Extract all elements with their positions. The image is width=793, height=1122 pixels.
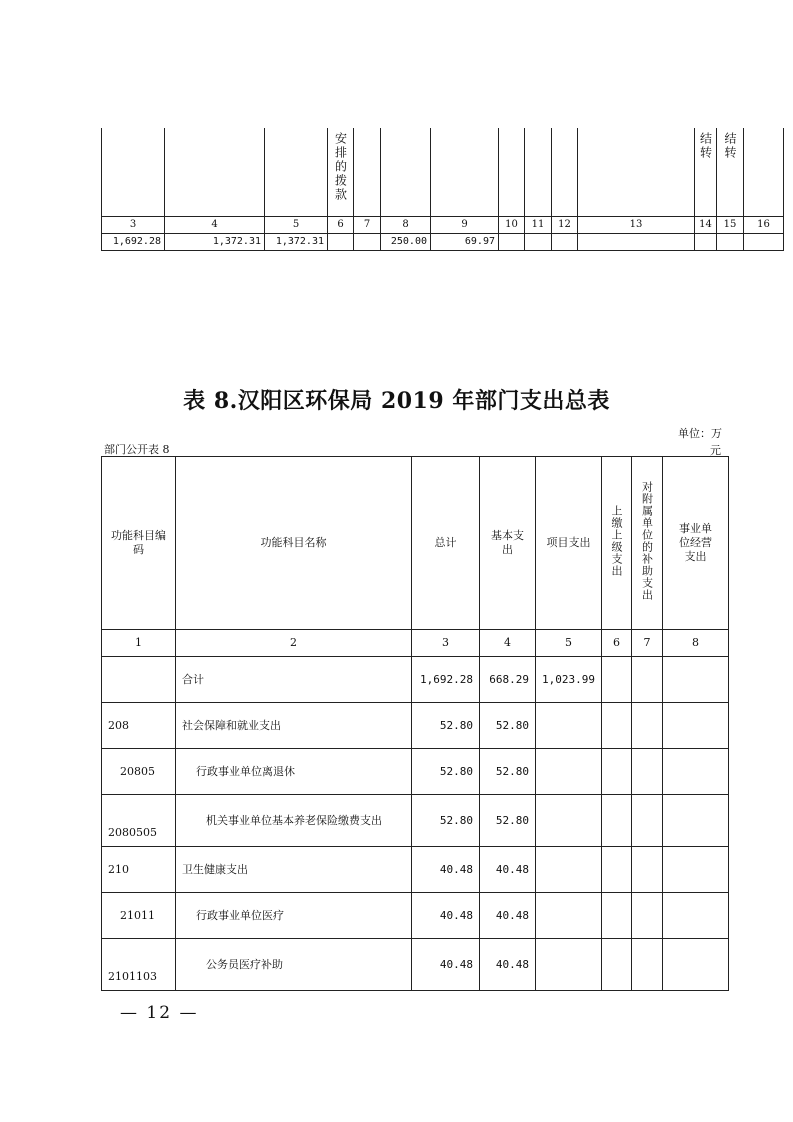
row-subsidy — [632, 939, 663, 991]
col-number: 4 — [480, 630, 536, 657]
row-basic: 40.48 — [480, 939, 536, 991]
col-number: 1 — [102, 630, 176, 657]
row-total: 40.48 — [412, 893, 480, 939]
col-number: 6 — [602, 630, 632, 657]
row-upper-level — [602, 749, 632, 795]
col-number: 7 — [354, 217, 381, 234]
row-project — [536, 893, 602, 939]
value-cell — [578, 234, 695, 251]
row-basic: 40.48 — [480, 893, 536, 939]
row-code: 210 — [102, 847, 176, 893]
row-code: 20805 — [102, 749, 176, 795]
row-upper-level — [602, 795, 632, 847]
column-number-row — [102, 630, 729, 657]
row-project — [536, 749, 602, 795]
header-cell-carryover-2: 结转 — [717, 128, 744, 217]
header-cell — [525, 128, 552, 217]
row-basic: 668.29 — [480, 657, 536, 703]
row-project — [536, 795, 602, 847]
value-cell: 1,372.31 — [265, 234, 328, 251]
header-function-code: 功能科目编码 — [102, 457, 176, 630]
table-row — [102, 939, 729, 991]
col-number: 16 — [744, 217, 784, 234]
header-project: 项目支出 — [536, 457, 602, 630]
row-subsidy — [632, 893, 663, 939]
table-row — [102, 749, 729, 795]
header-cell — [265, 128, 328, 217]
header-operations: 事业单位经营支出 — [663, 457, 729, 630]
col-number: 10 — [499, 217, 525, 234]
row-subsidy — [632, 657, 663, 703]
value-cell: 250.00 — [381, 234, 431, 251]
header-function-name: 功能科目名称 — [176, 457, 412, 630]
header-cell-carryover-1: 结转 — [695, 128, 717, 217]
row-basic: 52.80 — [480, 703, 536, 749]
row-upper-level — [602, 703, 632, 749]
col-number: 8 — [663, 630, 729, 657]
row-name: 机关事业单位基本养老保险缴费支出 — [176, 795, 412, 847]
col-number: 5 — [265, 217, 328, 234]
col-number: 14 — [695, 217, 717, 234]
row-subsidy — [632, 749, 663, 795]
header-cell — [499, 128, 525, 217]
header-cell — [102, 128, 165, 217]
col-number: 12 — [552, 217, 578, 234]
row-basic: 52.80 — [480, 795, 536, 847]
row-total: 40.48 — [412, 847, 480, 893]
page-number: — 12 — — [120, 1003, 199, 1023]
header-cell-allocation: 安排的拨款 — [328, 128, 354, 217]
value-cell — [525, 234, 552, 251]
header-cell — [744, 128, 784, 217]
col-number: 11 — [525, 217, 552, 234]
row-operations — [663, 795, 729, 847]
row-upper-level — [602, 847, 632, 893]
col-number: 9 — [431, 217, 499, 234]
value-cell — [717, 234, 744, 251]
row-code: 21011 — [102, 893, 176, 939]
row-name: 合计 — [176, 657, 412, 703]
row-name: 社会保障和就业支出 — [176, 703, 412, 749]
col-number: 4 — [165, 217, 265, 234]
row-operations — [663, 657, 729, 703]
header-upper-level: 上缴上级支出 — [602, 457, 632, 630]
col-number: 15 — [717, 217, 744, 234]
expenditure-summary-table — [101, 456, 729, 991]
row-code: 2080505 — [102, 795, 176, 847]
col-number: 7 — [632, 630, 663, 657]
col-number: 13 — [578, 217, 695, 234]
value-cell — [354, 234, 381, 251]
header-row — [102, 457, 729, 630]
row-code — [102, 657, 176, 703]
table-row — [102, 795, 729, 847]
table-number: 部门公开表 8 — [104, 443, 170, 456]
value-cell — [552, 234, 578, 251]
row-upper-level — [602, 893, 632, 939]
row-operations — [663, 939, 729, 991]
page-title: 表 8.汉阳区环保局 2019 年部门支出总表 — [183, 388, 610, 414]
row-basic: 52.80 — [480, 749, 536, 795]
row-name: 行政事业单位离退休 — [176, 749, 412, 795]
continued-value-row — [102, 234, 784, 251]
row-subsidy — [632, 703, 663, 749]
table-row — [102, 657, 729, 703]
row-total: 52.80 — [412, 749, 480, 795]
continued-header-row — [102, 128, 784, 217]
row-name: 行政事业单位医疗 — [176, 893, 412, 939]
row-name: 公务员医疗补助 — [176, 939, 412, 991]
row-subsidy — [632, 847, 663, 893]
col-number: 5 — [536, 630, 602, 657]
row-operations — [663, 847, 729, 893]
header-cell — [165, 128, 265, 217]
row-total: 52.80 — [412, 795, 480, 847]
row-project — [536, 703, 602, 749]
value-cell: 1,692.28 — [102, 234, 165, 251]
unit-label-line-2: 元 — [710, 444, 721, 457]
row-project: 1,023.99 — [536, 657, 602, 703]
row-project — [536, 847, 602, 893]
col-number: 8 — [381, 217, 431, 234]
row-code: 2101103 — [102, 939, 176, 991]
continued-budget-table — [101, 128, 784, 251]
row-name: 卫生健康支出 — [176, 847, 412, 893]
row-operations — [663, 749, 729, 795]
row-total: 52.80 — [412, 703, 480, 749]
table-row — [102, 703, 729, 749]
row-upper-level — [602, 657, 632, 703]
header-total: 总计 — [412, 457, 480, 630]
continued-number-row — [102, 217, 784, 234]
row-basic: 40.48 — [480, 847, 536, 893]
row-project — [536, 939, 602, 991]
header-cell — [552, 128, 578, 217]
value-cell — [328, 234, 354, 251]
row-code: 208 — [102, 703, 176, 749]
col-number: 3 — [102, 217, 165, 234]
value-cell — [695, 234, 717, 251]
row-upper-level — [602, 939, 632, 991]
value-cell — [499, 234, 525, 251]
header-cell — [578, 128, 695, 217]
col-number: 3 — [412, 630, 480, 657]
row-total: 1,692.28 — [412, 657, 480, 703]
value-cell: 69.97 — [431, 234, 499, 251]
header-cell — [381, 128, 431, 217]
table-row — [102, 847, 729, 893]
col-number: 6 — [328, 217, 354, 234]
header-subsidy: 对附属单位的补助支出 — [632, 457, 663, 630]
row-subsidy — [632, 795, 663, 847]
value-cell — [744, 234, 784, 251]
value-cell: 1,372.31 — [165, 234, 265, 251]
header-cell — [431, 128, 499, 217]
row-operations — [663, 703, 729, 749]
row-total: 40.48 — [412, 939, 480, 991]
col-number: 2 — [176, 630, 412, 657]
unit-label-line-1: 单位：万 — [678, 427, 722, 440]
unit-label — [678, 425, 738, 459]
header-basic: 基本支出 — [480, 457, 536, 630]
header-cell — [354, 128, 381, 217]
table-row — [102, 893, 729, 939]
row-operations — [663, 893, 729, 939]
